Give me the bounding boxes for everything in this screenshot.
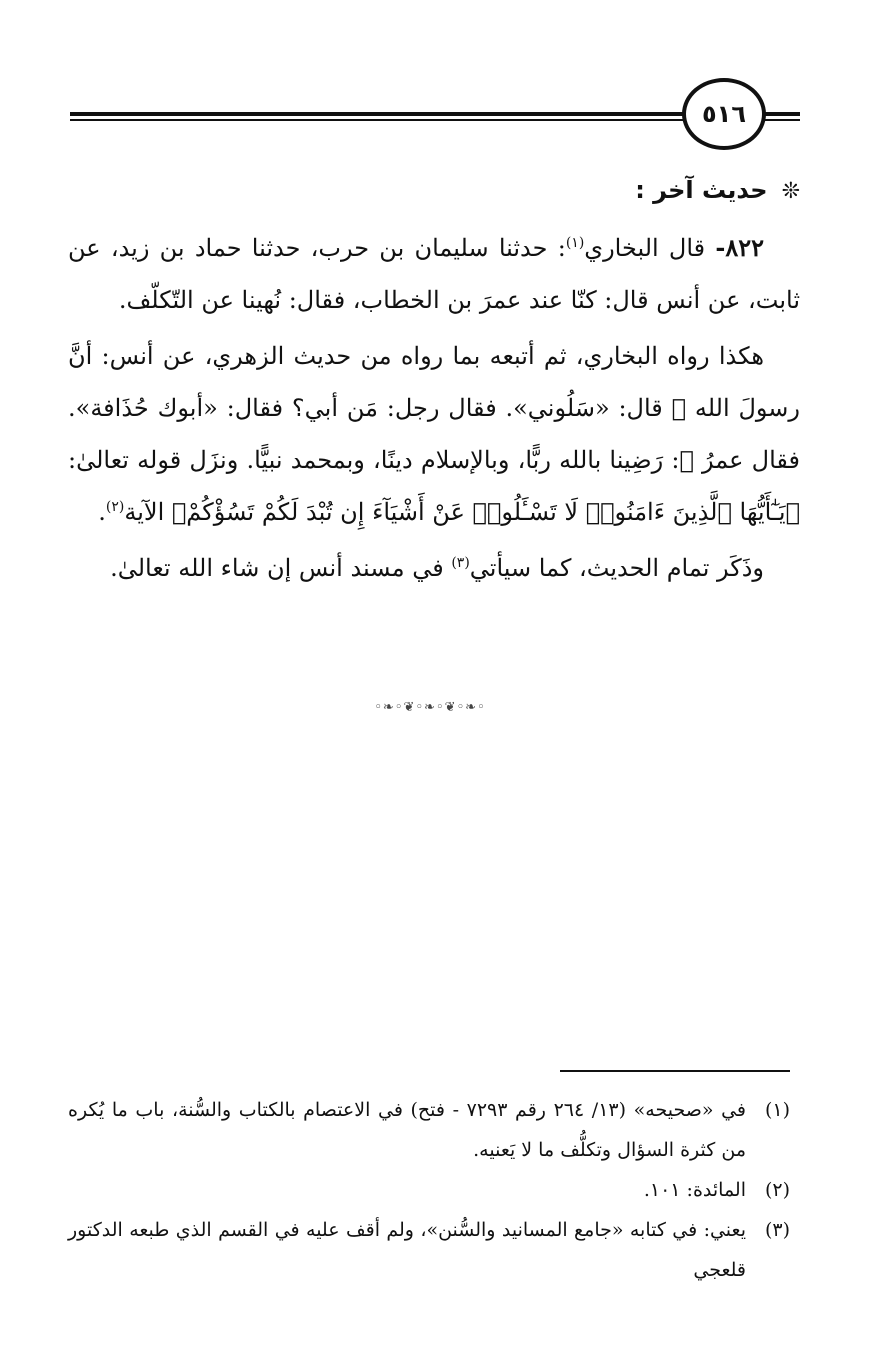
- commentary-paragraph: [68, 330, 800, 538]
- footnotes: [68, 1090, 800, 1290]
- hadith-text-a: قال البخاري: [584, 234, 716, 262]
- star-icon: ❊: [781, 179, 800, 204]
- footnote-3: [68, 1210, 800, 1290]
- footnote-ref-3: (٣): [451, 555, 470, 571]
- footnote-rule: [560, 1070, 790, 1072]
- hadith-number: ٨٢٢-: [715, 233, 765, 262]
- divider-ornament: ◦❧◦❦◦❧◦❦◦❧◦: [374, 700, 486, 715]
- footnote-mark: (١): [764, 1099, 790, 1121]
- page-number: ٥١٦: [702, 100, 746, 128]
- page-number-badge: [682, 78, 766, 150]
- footnote-text: المائدة: ١٠١.: [643, 1179, 746, 1201]
- closing-text-a: وذَكَر تمام الحديث، كما سيأتي: [469, 554, 764, 582]
- section-heading-line: [68, 164, 800, 218]
- closing-paragraph: [68, 542, 800, 594]
- main-text: [68, 164, 800, 598]
- footnote-1: [68, 1090, 800, 1170]
- footnote-ref-1: (١): [565, 235, 585, 251]
- commentary-end: .: [98, 498, 106, 526]
- section-heading: حديث آخر :: [635, 176, 768, 204]
- footnote-ref-2: (٢): [105, 499, 125, 515]
- commentary-text: هكذا رواه البخاري، ثم أتبعه بما رواه من حديث الزهري، عن أنس: أنَّ رسولَ الله ﷺ قال: «سَلُوني». فقال رجل: مَن أبي؟ فقال: «أبوك حُذَافة». فقال عمرُ ﷺ: رَضِينا بالله ربًّا، وبالإسلام دينًا، وبمحمد نبيًّا. ونزَل قوله تعالىٰ: ﴿يَـٰٓأَيُّهَا ٱلَّذِينَ ءَامَنُوا۟ لَا تَسْـَٔلُوا۟ عَنْ أَشْيَآءَ إِن تُبْدَ لَكُمْ تَسُؤْكُمْ﴾ الآية: [68, 342, 800, 526]
- footnote-text: في «صحيحه» (١٣/ ٢٦٤ رقم ٧٢٩٣ - فتح) في الاعتصام بالكتاب والسُّنة، باب ما يُكره من كثرة السؤال وتكلُّف ما لا يَعنيه.: [68, 1099, 746, 1161]
- footnote-mark: (٣): [764, 1219, 790, 1241]
- closing-text-b: في مسند أنس إن شاء الله تعالىٰ.: [110, 554, 452, 582]
- hadith-text-b: : حدثنا سليمان بن حرب، حدثنا حماد بن زيد، عن ثابت، عن أنس قال: كنّا عند عمرَ بن الخطاب، فقال: نُهينا عن التّكلّف.: [68, 234, 800, 314]
- footnote-text: يعني: في كتابه «جامع المسانيد والسُّنن»، ولم أقف عليه في القسم الذي طبعه الدكتور قلعجي: [68, 1219, 746, 1281]
- footnote-mark: (٢): [764, 1179, 790, 1201]
- footnote-2: [68, 1170, 800, 1210]
- hadith-paragraph: [68, 222, 800, 326]
